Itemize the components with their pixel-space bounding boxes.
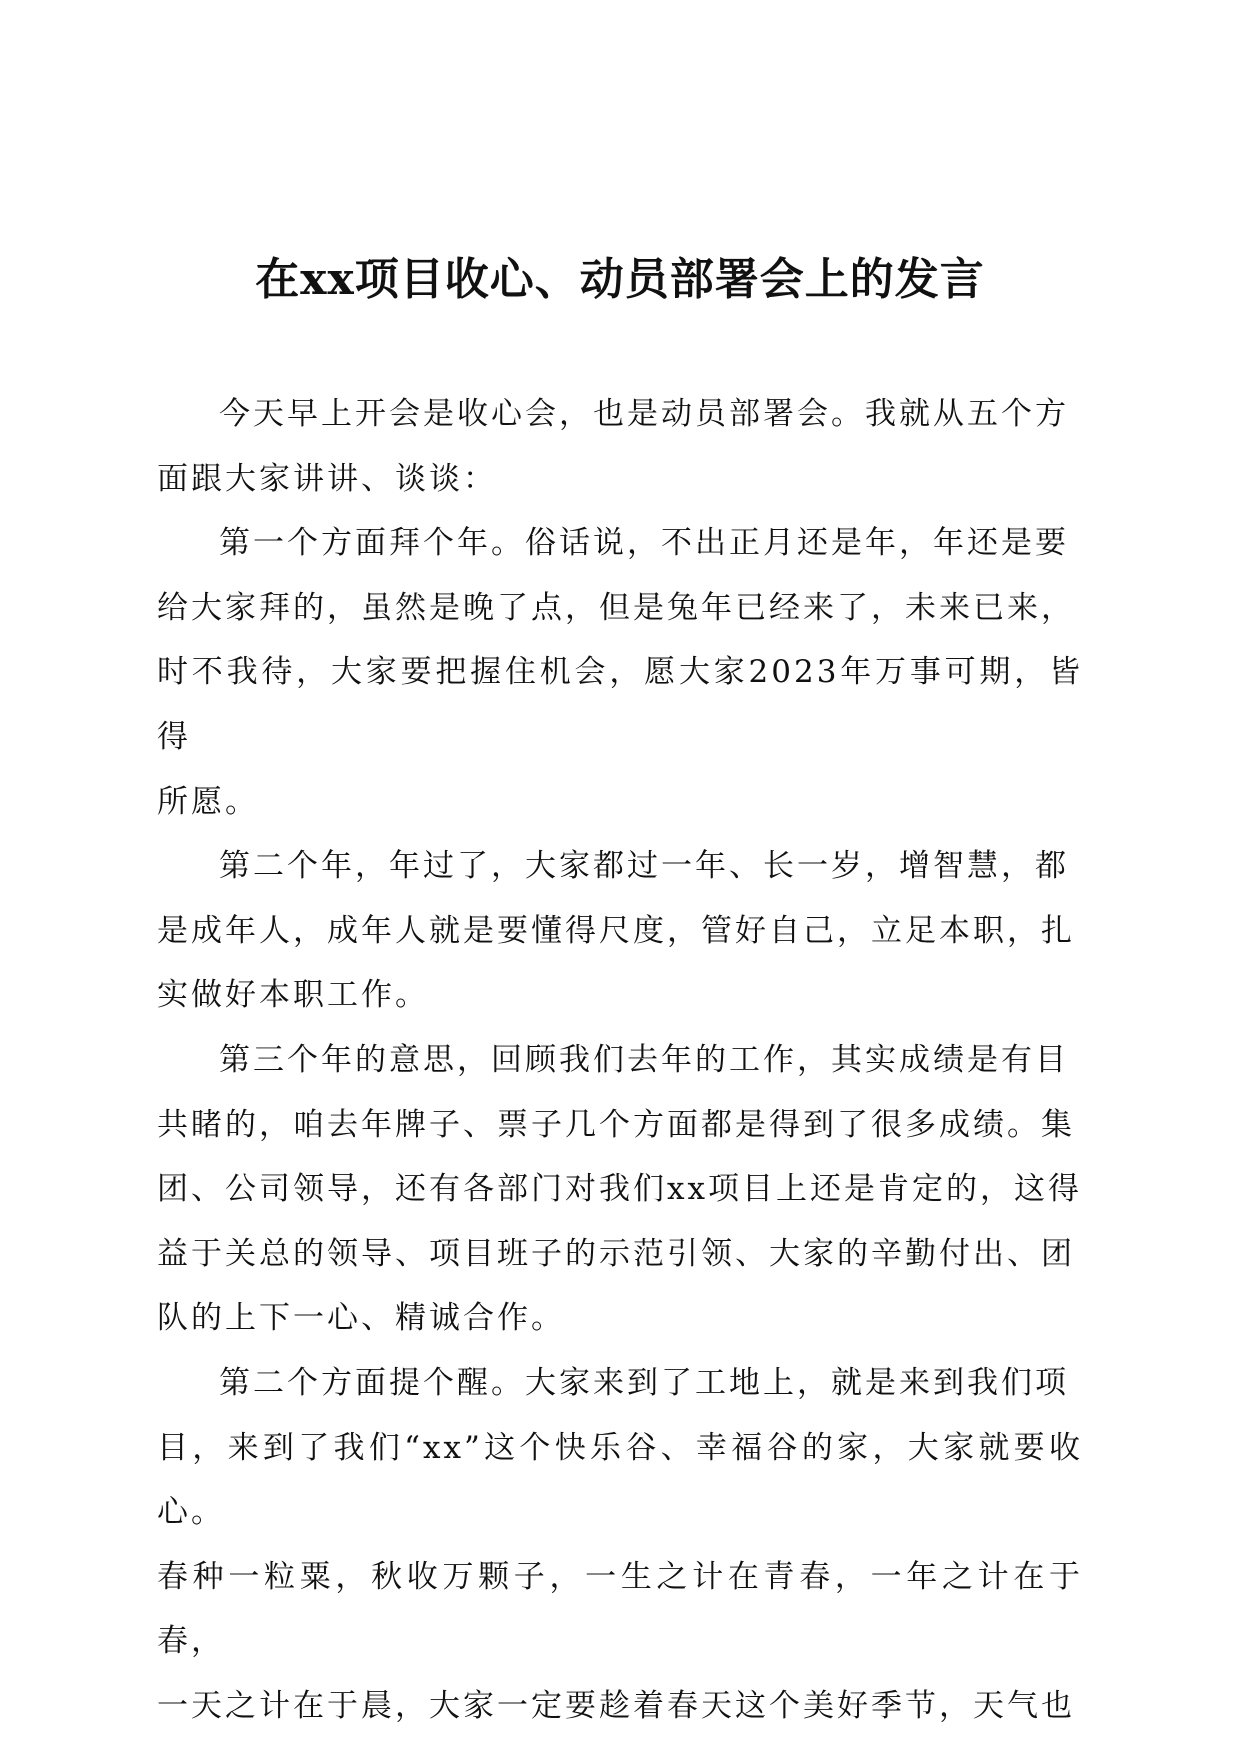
paragraph-reminder: 第二个方面提个醒。大家来到了工地上，就是来到我们项 目，来到了我们“xx”这个快乐谷、幸福谷的家，大家就要收心。 春种一粒粟，秋收万颗子，一生之计在青春，一年之计在于春， 一天之计在于晨，大家一定要趁着春天这个美好季节，天气也 <box>157 1364 1083 1724</box>
paragraph-intro: 今天早上开会是收心会，也是动员部署会。我就从五个方 面跟大家讲讲、谈谈： <box>157 396 1069 497</box>
document-body <box>157 382 1083 1738</box>
paragraph-third-year: 第三个年的意思，回顾我们去年的工作，其实成绩是有目 共睹的，咱去年牌子、票子几个方面都是得到了很多成绩。集 团、公司领导，还有各部门对我们xx项目上还是肯定的，这得 益于关总的领导、项目班子的示范引领、大家的辛勤付出、团 队的上下一心、精诚合作。 <box>157 1041 1082 1337</box>
document-title: 在xx项目收心、动员部署会上的发言 <box>255 254 985 305</box>
paragraph-second-year: 第二个年，年过了，大家都过一年、长一岁，增智慧，都 是成年人，成年人就是要懂得尺度，管好自己，立足本职，扎 实做好本职工作。 <box>157 848 1075 1014</box>
paragraph-new-year-greeting: 第一个方面拜个年。俗话说，不出正月还是年，年还是要 给大家拜的，虽然是晚了点，但是兔年已经来了，未来已来， 时不我待，大家要把握住机会，愿大家2023年万事可期，皆得 所愿。 <box>157 525 1083 820</box>
